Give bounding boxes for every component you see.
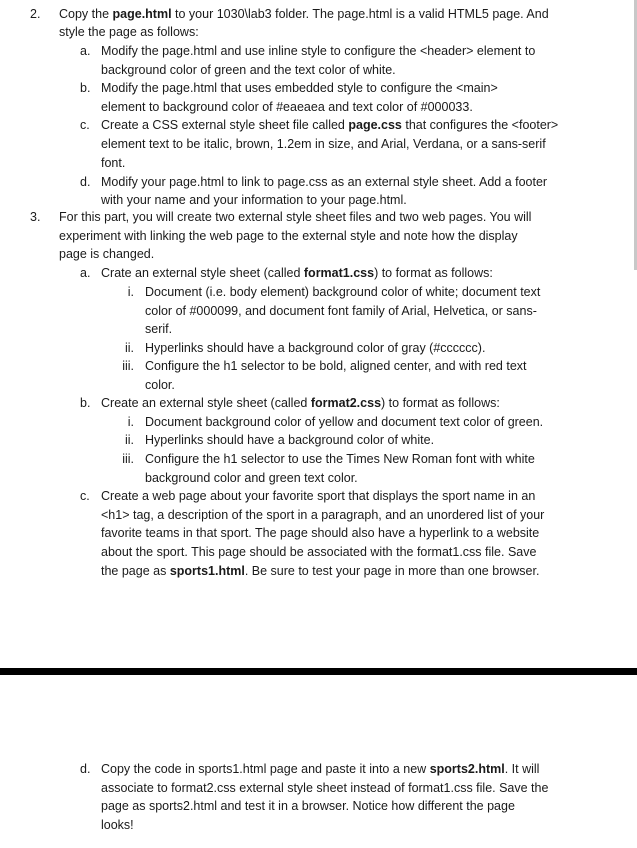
q2-line-1: Copy the page.html to your 1030\lab3 folder. The page.html is a valid HTML5 page. And <box>59 7 549 21</box>
q3a-iii-line-2: color. <box>145 378 175 392</box>
q3-line-2: experiment with linking the web page to the external style and note how the display <box>59 229 518 243</box>
q3a-number: a. <box>80 266 91 280</box>
q3b-iii-line-1: Configure the h1 selector to use the Times New Roman font with white <box>145 452 535 466</box>
q2b-number: b. <box>80 81 91 95</box>
q3c-line-2: <h1> tag, a description of the sport in a paragraph, and an unordered list of your <box>101 508 545 522</box>
q3b-number: b. <box>80 396 91 410</box>
q3a-iii-number: iii. <box>122 359 134 373</box>
q3a-i-line-3: serif. <box>145 322 173 336</box>
q3d-line-1: Copy the code in sports1.html page and paste it into a new sports2.html. It will <box>101 762 540 776</box>
q2-line-2: style the page as follows: <box>59 25 199 39</box>
q2c-line-1: Create a CSS external style sheet file called page.css that configures the <footer> <box>101 118 559 132</box>
q3d-line-2: associate to format2.css external style sheet instead of format1.css file. Save the <box>101 781 549 795</box>
q2c-line-2: element text to be italic, brown, 1.2em in size, and Arial, Verdana, or a sans-serif <box>101 137 546 151</box>
q3c-number: c. <box>80 489 90 503</box>
q3a-line-1: Crate an external style sheet (called format1.css) to format as follows: <box>101 266 493 280</box>
q3b-iii-line-2: background color and green text color. <box>145 471 358 485</box>
q3b-line-1: Create an external style sheet (called format2.css) to format as follows: <box>101 396 500 410</box>
q2a-line-1: Modify the page.html and use inline style to configure the <header> element to <box>101 44 536 58</box>
q3b-i-number: i. <box>127 415 134 429</box>
q3-number: 3. <box>30 210 41 224</box>
q3c-line-3: favorite teams in that sport. The page should also have a hyperlink to a website <box>101 526 540 540</box>
q3a-ii-line-1: Hyperlinks should have a background color of gray (#cccccc). <box>145 341 486 355</box>
q3d-line-3: page as sports2.html and test it in a browser. Notice how different the page <box>101 799 515 813</box>
q2a-line-2: background color of green and the text color of white. <box>101 63 396 77</box>
q2-number: 2. <box>30 7 41 21</box>
q3d-number: d. <box>80 762 91 776</box>
q3c-line-1: Create a web page about your favorite sport that displays the sport name in an <box>101 489 536 503</box>
q3a-iii-line-1: Configure the h1 selector to be bold, aligned center, and with red text <box>145 359 527 373</box>
q2a-number: a. <box>80 44 91 58</box>
q2d-line-1: Modify your page.html to link to page.css as an external style sheet. Add a footer <box>101 175 548 189</box>
q3-line-3: page is changed. <box>59 247 155 261</box>
q3c-line-5: the page as sports1.html. Be sure to test your page in more than one browser. <box>101 564 540 578</box>
q2b-line-2: element to background color of #eaeaea and text color of #000033. <box>101 100 473 114</box>
q2d-line-2: with your name and your information to your page.html. <box>101 193 407 207</box>
q3b-iii-number: iii. <box>122 452 134 466</box>
q3a-i-number: i. <box>127 285 134 299</box>
page-break <box>0 668 637 675</box>
q2d-number: d. <box>80 175 91 189</box>
q3-line-1: For this part, you will create two external style sheet files and two web pages. You will <box>59 210 532 224</box>
q3a-i-line-2: color of #000099, and document font family of Arial, Helvetica, or sans- <box>145 304 537 318</box>
q3b-ii-number: ii. <box>124 433 134 447</box>
q3d-line-4: looks! <box>101 818 134 832</box>
q3b-i-line-1: Document background color of yellow and document text color of green. <box>145 415 544 429</box>
q2c-number: c. <box>80 118 90 132</box>
q3c-line-4: about the sport. This page should be associated with the format1.css file. Save <box>101 545 537 559</box>
q3a-ii-number: ii. <box>124 341 134 355</box>
q2c-line-3: font. <box>101 156 126 170</box>
q3b-ii-line-1: Hyperlinks should have a background color of white. <box>145 433 435 447</box>
q3a-i-line-1: Document (i.e. body element) background color of white; document text <box>145 285 541 299</box>
q2b-line-1: Modify the page.html that uses embedded style to configure the <main> <box>101 81 498 95</box>
